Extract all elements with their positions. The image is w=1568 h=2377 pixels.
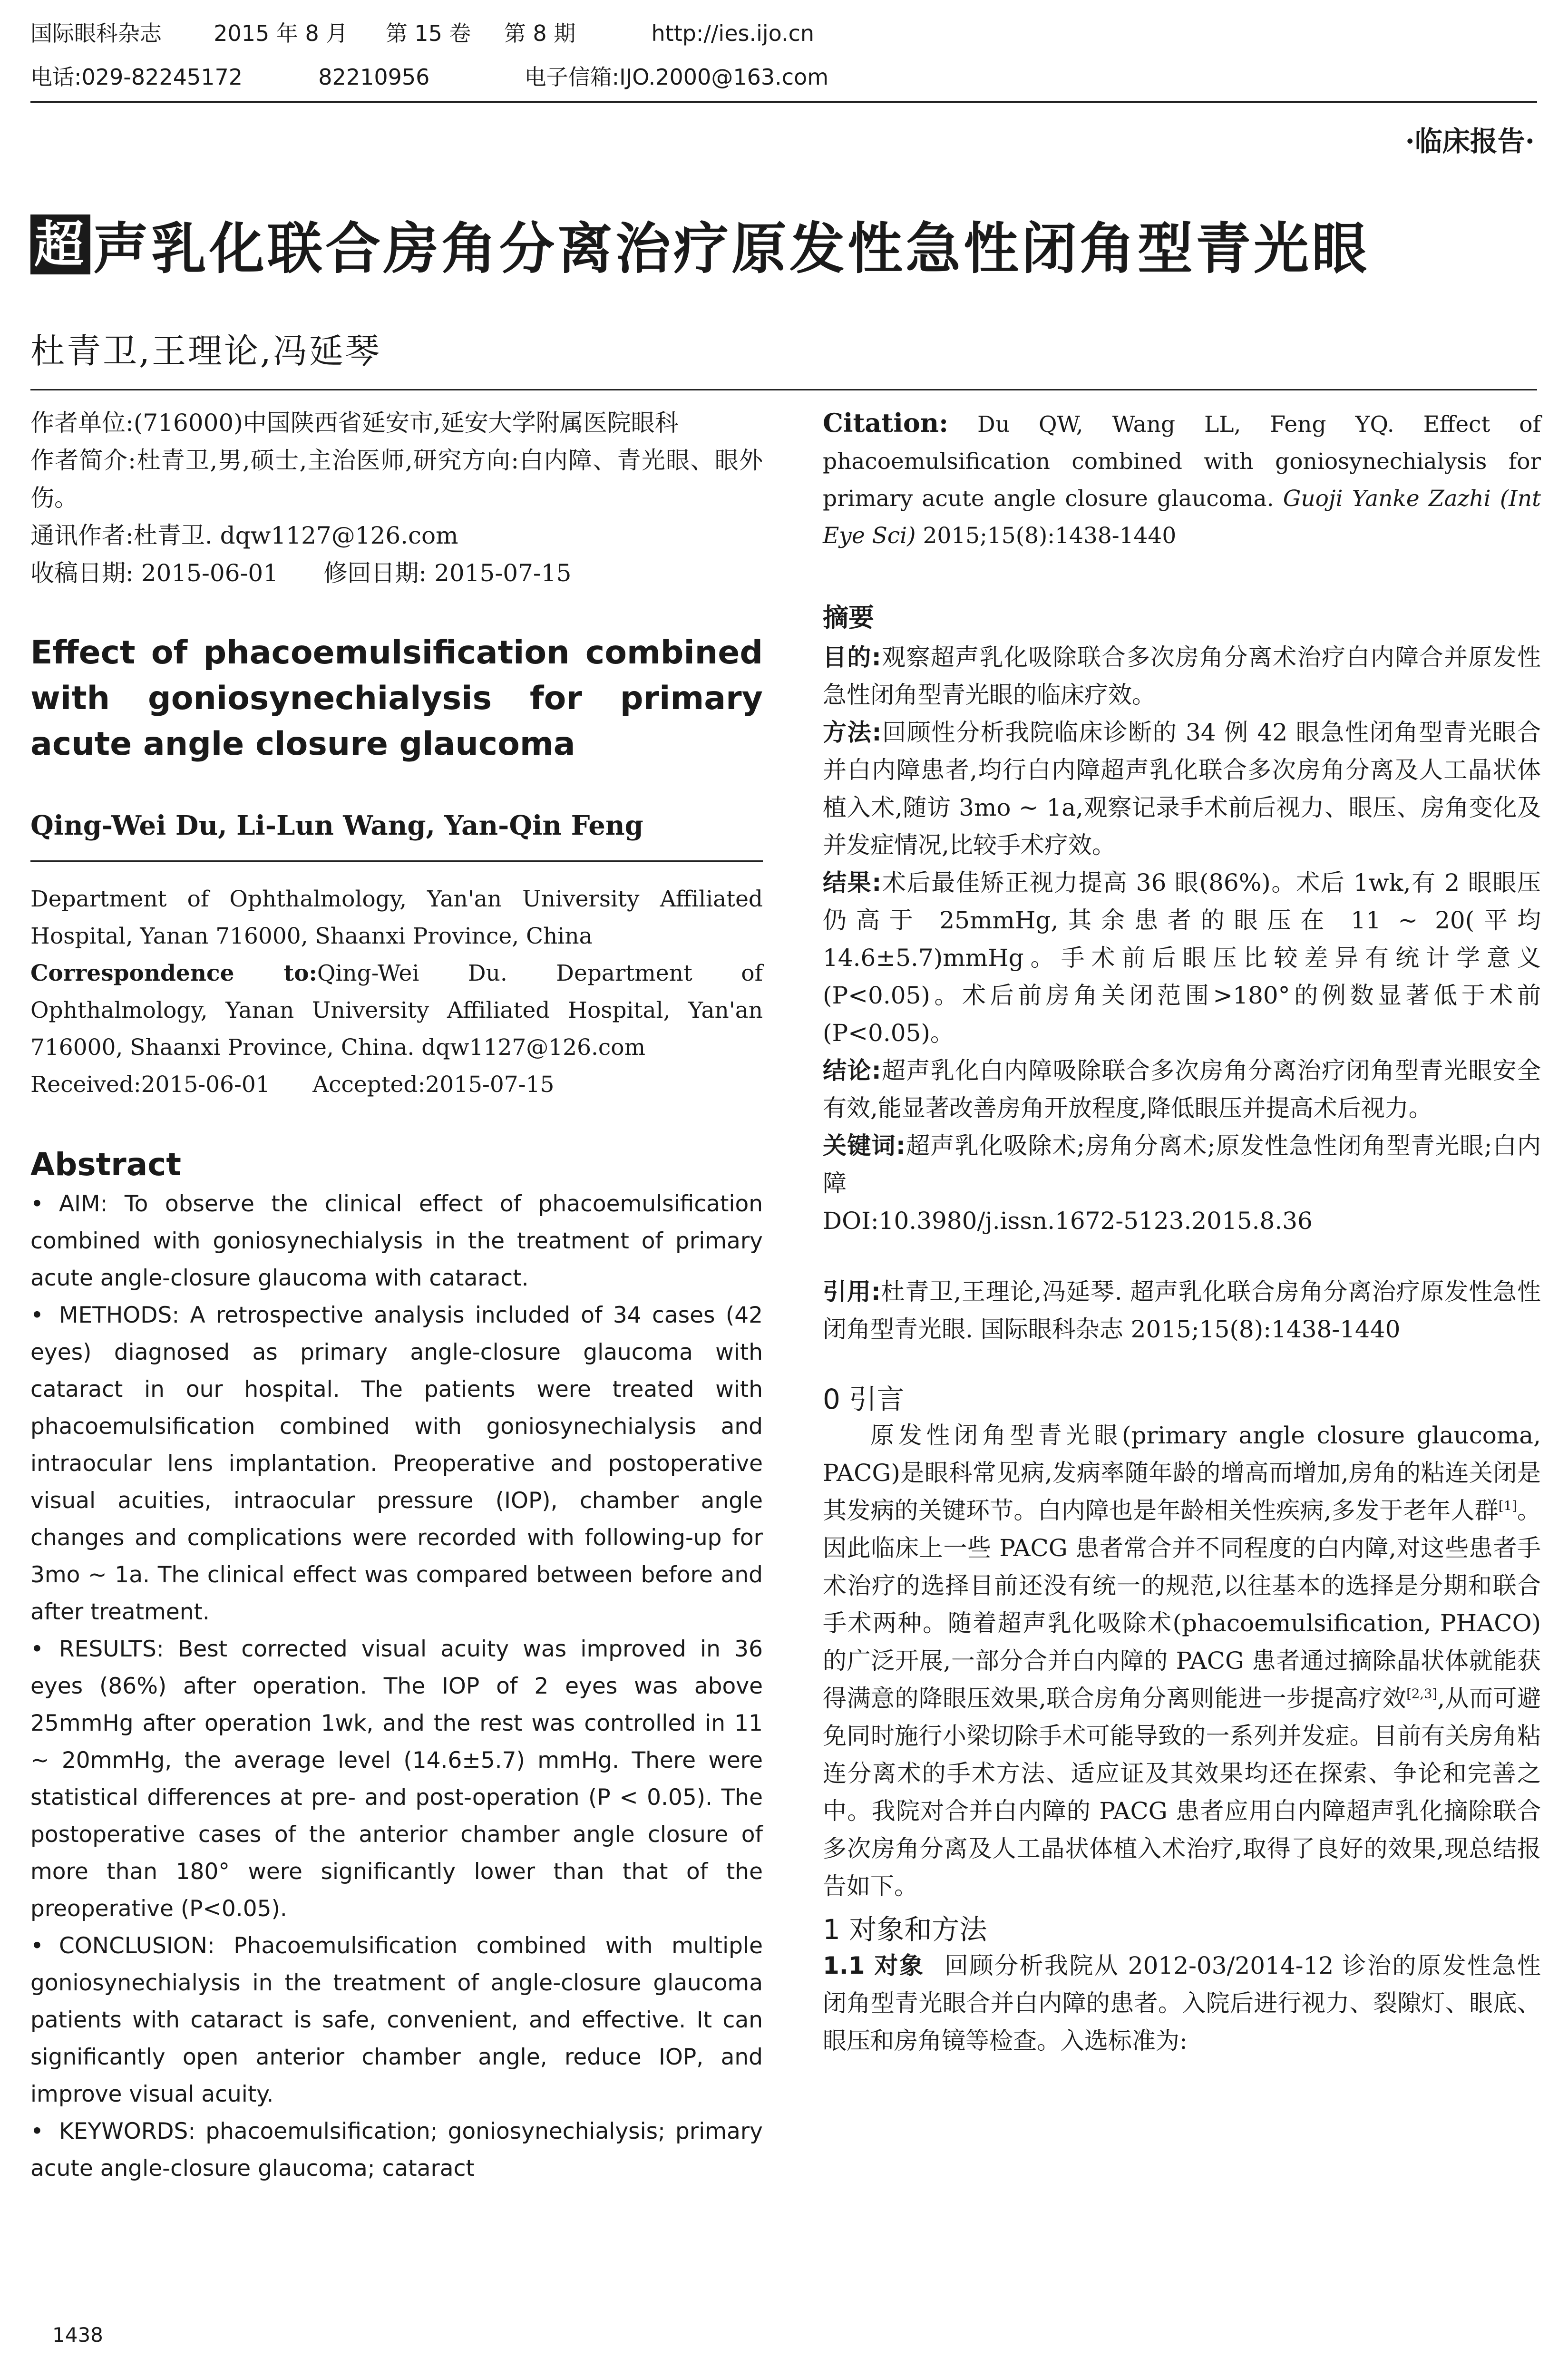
doi[interactable]: DOI:10.3980/j.issn.1672-5123.2015.8.36 [823,1207,1313,1235]
keywords-cn-text: 超声乳化吸除术;房角分离术;原发性急性闭角型青光眼;白内障 [823,1132,1541,1197]
methods-text: A retrospective analysis included of 34 cases (42 eyes) diagnosed as primary angle-closure glaucoma with cataract in our hospital. The patients were treated with phacoemulsification combined with goniosynechialysis and intraocular lens implantation. Preoperative and postoperative visual acuities, intraocular pressure (IOP), chamber angle changes and complications were recorded with following-up for 3mo ~ 1a. The clinical effect was compared between before and after treatment. [30,1302,763,1625]
column-type: ·临床报告· [1405,125,1535,157]
abstract-en-heading: Abstract [30,1146,181,1183]
aim-label: AIM: [59,1191,108,1217]
ref-1[interactable]: [1] [1498,1498,1517,1514]
cite-cn-text: 杜青卫,王理论,冯延琴. 超声乳化联合房角分离治疗原发性急性闭角型青光眼. 国际眼科杂志 2015;15(8):1438-1440 [823,1278,1541,1343]
citation-en [823,404,1541,555]
page-number: 1438 [52,2323,103,2347]
header-issue: 第 8 期 [504,20,576,46]
methods-label: METHODS: [59,1302,180,1328]
abstract-cn-aim [823,639,1541,714]
correspondence-text: Qing-Wei Du. Department of Ophthalmology, Yanan University Affiliated Hospital, Yan'an 716000, Shaanxi Province, China. dqw1127@126.com [30,960,763,1061]
abstract-en-conclusion: • CONCLUSION: Phacoemulsification combined with multiple goniosynechialysis in the treatment of angle-closure glaucoma patients with cataract is safe, convenient, and effective. It can significantly open anterior chamber angle, reduce IOP, and improve visual acuity. [30,1933,763,2107]
methods-heading: 1 对象和方法 [823,1913,987,1946]
ref-2-3[interactable]: [2,3] [1406,1686,1438,1702]
correspondence-label: Correspondence to: [30,960,317,986]
abstract-cn-methods [823,714,1541,864]
header-rule [30,101,1537,103]
citation-journal: Guoji Yanke Zazhi (Int Eye Sci) [823,486,1541,549]
keywords-text: phacoemulsification; goniosynechialysis; primary acute angle-closure glaucoma; cataract [30,2118,763,2182]
citation-tail: 2015;15(8):1438-1440 [915,523,1177,549]
cite-cn-label: 引用: [823,1278,881,1305]
title-rest: 声乳化联合房角分离治疗原发性急性闭角型青光眼 [93,217,1370,281]
authors-en-rule [30,860,763,862]
conclusion-label: CONCLUSION: [59,1933,215,1959]
abstract-cn-heading: 摘要 [823,603,874,633]
methods-subjects [823,1947,1541,2060]
header-date: 2015 年 8 月 [214,20,348,46]
article-title-en: Effect of phacoemulsification combined with goniosynechialysis for primary acute angle closure glaucoma [30,634,763,763]
abstract-en-methods: • METHODS: A retrospective analysis included of 34 cases (42 eyes) diagnosed as primary angle-closure glaucoma with cataract in our hospital. The patients were treated with phacoemulsification combined with goniosynechialysis and intraocular lens implantation. Preoperative and postoperative visual acuities, intraocular pressure (IOP), chamber angle changes and complications were recorded with following-up for 3mo ~ 1a. The clinical effect was compared between before and after treatment. [30,1302,763,1625]
article-title-cn [30,205,1370,284]
abstract-cn-results [823,864,1541,1052]
results-cn-label: 结果: [823,869,882,896]
intro-text-3: ,从而可避免同时施行小梁切除手术可能导致的一系列并发症。目前有关房角粘连分离术的手术方法、适应证及其效果均还在探索、争论和完善之中。我院对合并白内障的 PACG 患者应用白内障超声乳化摘除联合多次房角分离及人工晶状体植入术治疗,取得了良好的效果,现总结报告如下。 [823,1685,1541,1900]
aim-text: To observe the clinical effect of phacoemulsification combined with goniosynechialysis in the treatment of primary acute angle-closure glaucoma with cataract. [30,1191,763,1291]
abstract-en-keywords: • KEYWORDS: phacoemulsification; goniosynechialysis; primary acute angle-closure glaucoma; cataract [30,2118,763,2182]
abstract-cn-conclusion [823,1052,1541,1127]
aim-cn-text: 观察超声乳化吸除联合多次房角分离术治疗白内障合并原发性急性闭角型青光眼的临床疗效。 [823,643,1541,709]
results-label: RESULTS: [59,1636,164,1662]
corresponding-author-cn: 通讯作者:杜青卫. dqw1127@126.com [30,522,458,549]
dates-cn: 收稿日期: 2015-06-01 修回日期: 2015-07-15 [30,559,572,587]
header-url[interactable]: http://ies.ijo.cn [651,20,815,46]
correspondence-en [30,955,763,1066]
abstract-cn-body [823,639,1541,1240]
header-journal: 国际眼科杂志 [30,20,162,46]
conclusion-text: Phacoemulsification combined with multiple goniosynechialysis in the treatment of angle-closure glaucoma patients with cataract is safe, convenient, and effective. It can significantly open anterior chamber angle, reduce IOP, and improve visual acuity. [30,1933,763,2107]
authors-cn: 杜青卫,王理论,冯延琴 [30,331,381,371]
citation-label: Citation: [823,408,949,438]
intro-text-1: 原发性闭角型青光眼(primary angle closure glaucoma, PACG)是眼科常见病,发病率随年龄的增高而增加,房角的粘连关闭是其发病的关键环节。白内障也是年龄相关性疾病,多发于老年人群 [823,1422,1541,1524]
journal-header-line1 [30,19,814,48]
methods-cn-label: 方法: [823,719,882,746]
header-volume: 第 15 卷 [385,20,471,46]
dates-en: Received:2015-06-01 Accepted:2015-07-15 [30,1072,555,1098]
abstract-en-aim: • AIM: To observe the clinical effect of phacoemulsification combined with goniosynechialysis in the treatment of primary acute angle-closure glaucoma with cataract. [30,1191,763,1291]
cite-cn [823,1273,1541,1348]
abstract-en-body [30,1186,763,2187]
citation-text: Du QW, Wang LL, Feng YQ. Effect of phacoemulsification combined with goniosynechialysis for primary acute angle closure glaucoma. [823,411,1541,512]
methods-cn-text: 回顾性分析我院临床诊断的 34 例 42 眼急性闭角型青光眼合并白内障患者,均行白内障超声乳化联合多次房角分离及人工晶状体植入术,随访 3mo ~ 1a,观察记录手术前后视力、眼压、房角变化及并发症情况,比较手术疗效。 [823,719,1541,859]
aim-cn-label: 目的: [823,643,881,671]
right-column [823,404,1541,2060]
journal-header-line2 [30,63,828,91]
abstract-en-results: • RESULTS: Best corrected visual acuity was improved in 36 eyes (86%) after operation. The IOP of 2 eyes was above 25mmHg after operation 1wk, and the rest was controlled in 11 ~ 20mmHg, the average level (14.6±5.7) mmHg. There were statistical differences at pre- and post-operation (P < 0.05). The postoperative cases of the anterior chamber angle closure of more than 180° were significantly lower than that of the preoperative (P<0.05). [30,1636,763,1922]
header-fax: 82210956 [318,64,430,90]
title-initial-mark: 超 [30,214,90,274]
results-cn-text: 术后最佳矫正视力提高 36 眼(86%)。术后 1wk,有 2 眼眼压仍高于 25mmHg,其余患者的眼压在 11 ~ 20(平均 14.6±5.7)mmHg。手术前后眼压比较差异有统计学意义(P<0.05)。术后前房角关闭范围>180°的例数显著低于术前(P<0.05)。 [823,869,1541,1047]
left-column [30,404,763,2187]
author-info-cn [30,404,763,592]
author-affiliation-cn: 作者单位:(716000)中国陕西省延安市,延安大学附属医院眼科 [30,409,679,437]
intro-text-2: 。因此临床上一些 PACG 患者常合并不同程度的白内障,对这些患者手术治疗的选择目前还没有统一的规范,以往基本的选择是分期和联合手术两种。随着超声乳化吸除术(phacoemulsification, PHACO)的广泛开展,一部分合并白内障的 PACG 患者通过摘除晶状体就能获得满意的降眼压效果,联合房角分离则能进一步提高疗效 [823,1497,1541,1712]
authors-en: Qing-Wei Du, Li-Lun Wang, Yan-Qin Feng [30,810,643,841]
header-phone: 电话:029-82245172 [30,64,243,90]
results-text: Best corrected visual acuity was improved in 36 eyes (86%) after operation. The IOP of 2 eyes was above 25mmHg after operation 1wk, and the rest was controlled in 11 ~ 20mmHg, the average level (14.6±5.7) mmHg. There were statistical differences at pre- and post-operation (P < 0.05). The postoperative cases of the anterior chamber angle closure of more than 180° were significantly lower than that of the preoperative (P<0.05). [30,1636,763,1922]
header-email[interactable]: 电子信箱:IJO.2000@163.com [524,64,828,90]
abstract-cn-keywords [823,1127,1541,1202]
author-bio-cn: 作者简介:杜青卫,男,硕士,主治医师,研究方向:白内障、青光眼、眼外伤。 [30,447,763,512]
title-rule [30,389,1537,390]
conclusion-cn-text: 超声乳化白内障吸除联合多次房角分离治疗闭角型青光眼安全有效,能显著改善房角开放程度,降低眼压并提高术后视力。 [823,1057,1541,1122]
conclusion-cn-label: 结论: [823,1057,881,1084]
keywords-label: KEYWORDS: [59,2118,196,2144]
affiliation-en: Department of Ophthalmology, Yan'an University Affiliated Hospital, Yanan 716000, Shaanxi Province, China [30,886,763,949]
subjects-label: 1.1 对象 [823,1952,925,1979]
affiliation-block-en [30,881,763,1103]
keywords-cn-label: 关键词: [823,1132,906,1159]
intro-paragraph [823,1417,1541,1905]
intro-heading: 0 引言 [823,1383,905,1415]
subjects-text: 回顾分析我院从 2012-03/2014-12 诊治的原发性急性闭角型青光眼合并白内障的患者。入院后进行视力、裂隙灯、眼底、眼压和房角镜等检查。入选标准为: [823,1952,1541,2055]
